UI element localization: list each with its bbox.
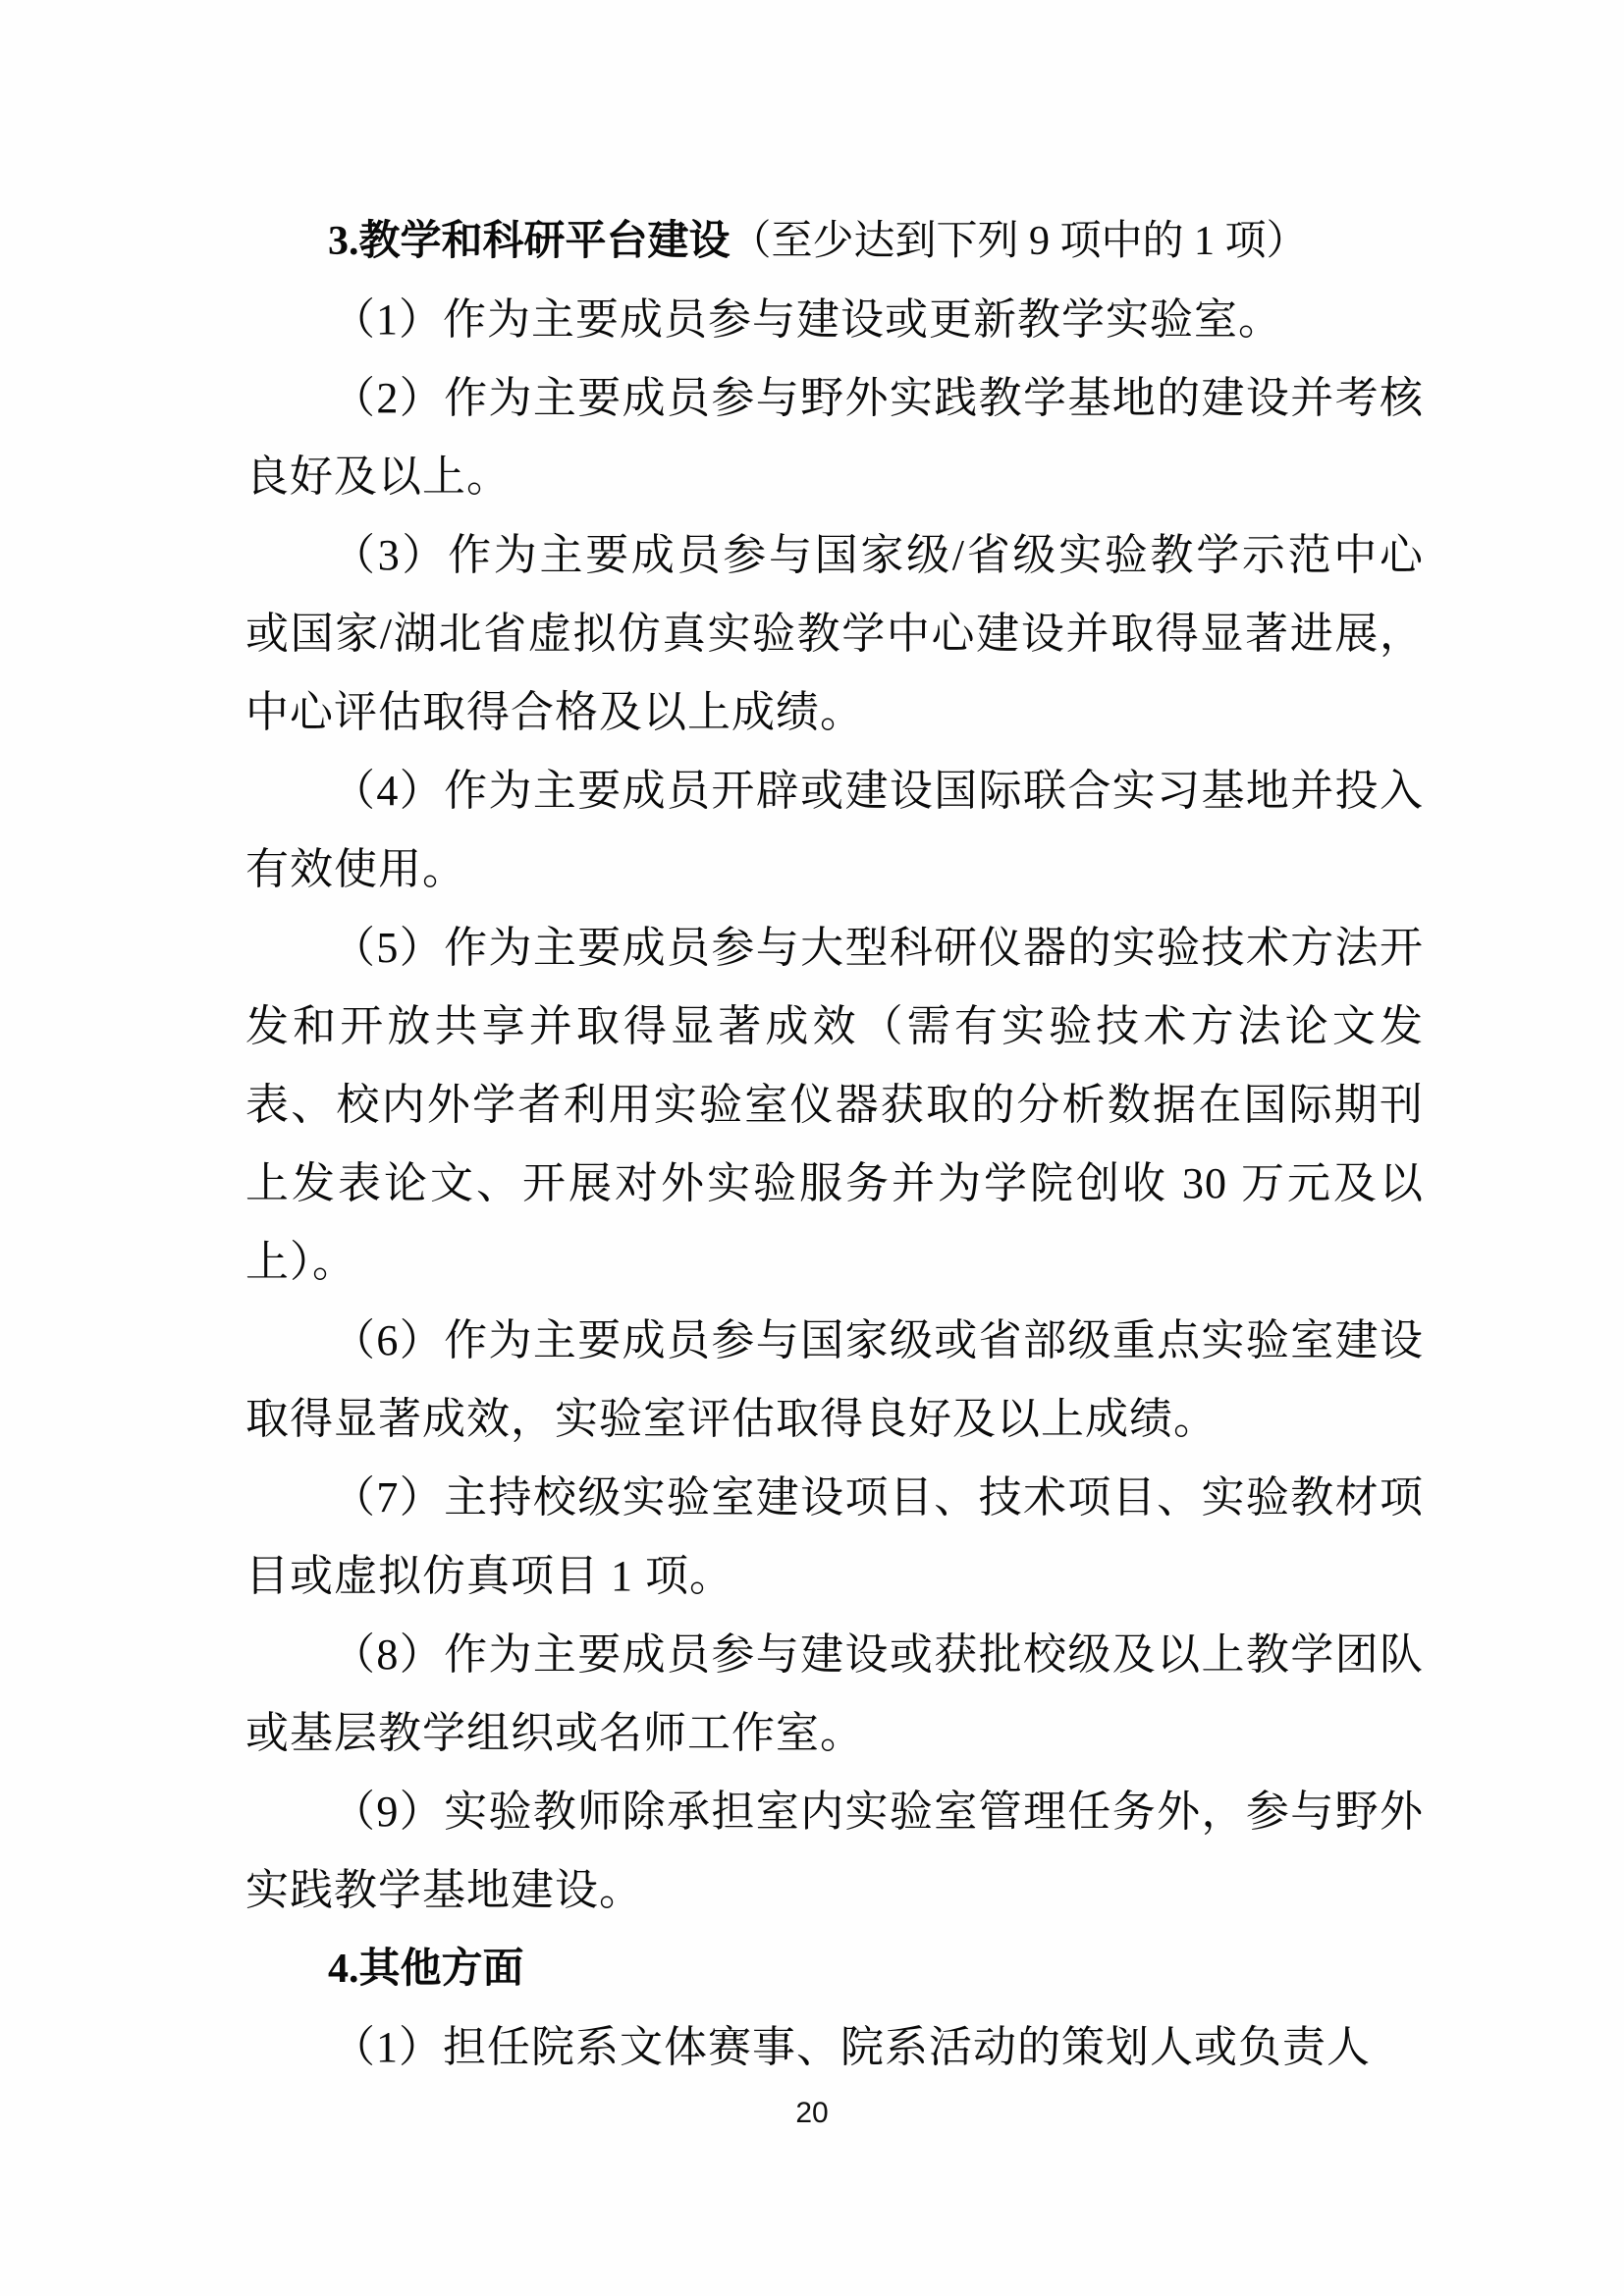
list-item-3-5: （5）作为主要成员参与大型科研仪器的实验技术方法开发和开放共享并取得显著成效（需有实验技术方法论文发表、校内外学者利用实验室仪器获取的分析数据在国际期刊上发表论文、开展对外实验服务并为学院创收 30 万元及以上）。 — [245, 924, 1424, 1286]
list-item-4-1: （1）担任院系文体赛事、院系活动的策划人或负责人 — [332, 2023, 1371, 2071]
section-heading-3-title: 3.教学和科研平台建设 — [328, 219, 731, 264]
document-text-block — [245, 202, 1424, 2087]
section-heading-4 — [245, 1930, 1424, 2008]
list-item-3-1: （1）作为主要成员参与建设或更新教学实验室。 — [332, 295, 1282, 344]
list-item-3-3: （3）作为主要成员参与国家级/省级实验教学示范中心或国家/湖北省虚拟仿真实验教学中心建设并取得显著进展，中心评估取得合格及以上成绩。 — [245, 531, 1424, 736]
list-item-3-9: （9）实验教师除承担室内实验室管理任务外，参与野外实践教学基地建设。 — [245, 1788, 1424, 1914]
list-item-3-2: （2）作为主要成员参与野外实践教学基地的建设并考核良好及以上。 — [245, 374, 1424, 501]
section-heading-3-note: （至少达到下列 9 项中的 1 项） — [730, 219, 1308, 264]
list-item-3-8: （8）作为主要成员参与建设或获批校级及以上教学团队或基层教学组织或名师工作室。 — [245, 1630, 1424, 1757]
section-heading-3 — [245, 202, 1424, 281]
list-item-3-4: （4）作为主要成员开辟或建设国际联合实习基地并投入有效使用。 — [245, 767, 1424, 893]
list-item-3-7: （7）主持校级实验室建设项目、技术项目、实验教材项目或虚拟仿真项目 1 项。 — [245, 1473, 1424, 1600]
section-heading-4-title: 4.其他方面 — [328, 1947, 524, 1992]
page-number: 20 — [795, 2097, 829, 2129]
list-item-3-6: （6）作为主要成员参与国家级或省部级重点实验室建设取得显著成效，实验室评估取得良好及以上成绩。 — [245, 1316, 1424, 1443]
